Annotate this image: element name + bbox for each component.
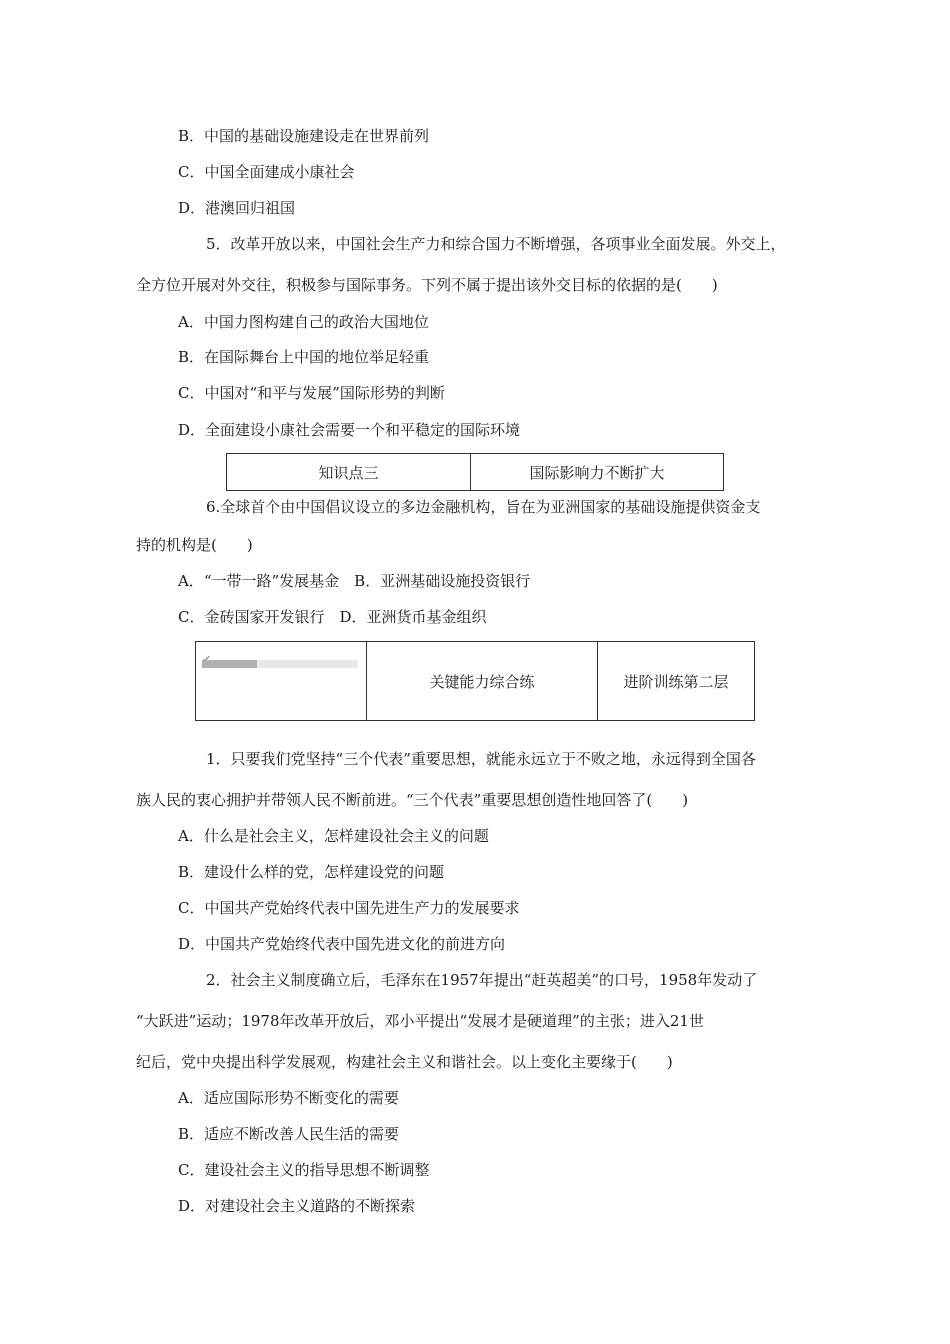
practice-2-option-d: D．对建设社会主义道路的不断探索 <box>178 1197 416 1215</box>
question-6-stem-2: 持的机构是( ) <box>136 536 253 554</box>
practice-2-stem-3: 纪后，党中央提出科学发展观，构建社会主义和谐社会。以上变化主要缘于( ) <box>136 1053 673 1071</box>
practice-1-option-d: D．中国共产党始终代表中国先进文化的前进方向 <box>178 935 506 953</box>
practice-header-table <box>195 641 755 721</box>
practice-title: 关键能力综合练 <box>367 642 598 721</box>
knowledge-point-table <box>226 453 724 491</box>
question-5-stem-2: 全方位开展对外交往，积极参与国际事务。下列不属于提出该外交目标的依据的是( ) <box>136 276 718 294</box>
question-5-option-a: A．中国力图构建自己的政治大国地位 <box>178 313 429 331</box>
practice-1-option-a: A．什么是社会主义，怎样建设社会主义的问题 <box>178 827 489 845</box>
question-5-option-c: C．中国对“和平与发展”国际形势的判断 <box>178 384 445 402</box>
knowledge-point-title: 国际影响力不断扩大 <box>471 454 724 491</box>
practice-1-option-b: B．建设什么样的党，怎样建设党的问题 <box>178 863 445 881</box>
knowledge-point-label: 知识点三 <box>227 454 471 491</box>
practice-2-option-b: B．适应不断改善人民生活的需要 <box>178 1125 400 1143</box>
practice-1-option-c: C．中国共产党始终代表中国先进生产力的发展要求 <box>178 899 520 917</box>
line-b: B．中国的基础设施建设走在世界前列 <box>178 127 430 145</box>
practice-2-stem-1: 2．社会主义制度确立后，毛泽东在1957年提出“赶英超美”的口号，1958年发动了 <box>206 971 758 989</box>
practice-level: 进阶训练第二层 <box>598 642 755 721</box>
practice-1-stem-1: 1．只要我们党坚持“三个代表”重要思想，就能永远立于不败之地，永远得到全国各 <box>206 750 756 768</box>
practice-2-option-c: C．建设社会主义的指导思想不断调整 <box>178 1161 430 1179</box>
practice-1-stem-2: 族人民的衷心拥护并带领人民不断前进。“三个代表”重要思想创造性地回答了( ) <box>136 791 689 809</box>
progress-bar <box>202 660 358 668</box>
line-d: D．港澳回归祖国 <box>178 199 296 217</box>
question-5-option-d: D．全面建设小康社会需要一个和平稳定的国际环境 <box>178 421 521 439</box>
line-c: C．中国全面建成小康社会 <box>178 163 355 181</box>
progress-bar-fill <box>202 660 257 668</box>
question-6-options-cd: C．金砖国家开发银行 D．亚洲货币基金组织 <box>178 608 487 626</box>
practice-2-stem-2: “大跃进”运动；1978年改革开放后，邓小平提出“发展才是硬道理”的主张；进入21世 <box>136 1012 704 1030</box>
question-6-options-ab: A．“一带一路”发展基金 B．亚洲基础设施投资银行 <box>178 572 531 590</box>
question-5-stem-1: 5．改革开放以来，中国社会生产力和综合国力不断增强，各项事业全面发展。外交上， <box>206 235 786 253</box>
progress-cell <box>196 642 367 721</box>
practice-2-option-a: A．适应国际形势不断变化的需要 <box>178 1089 399 1107</box>
question-5-option-b: B．在国际舞台上中国的地位举足轻重 <box>178 348 430 366</box>
question-6-stem-1: 6.全球首个由中国倡议设立的多边金融机构，旨在为亚洲国家的基础设施提供资金支 <box>206 498 761 516</box>
